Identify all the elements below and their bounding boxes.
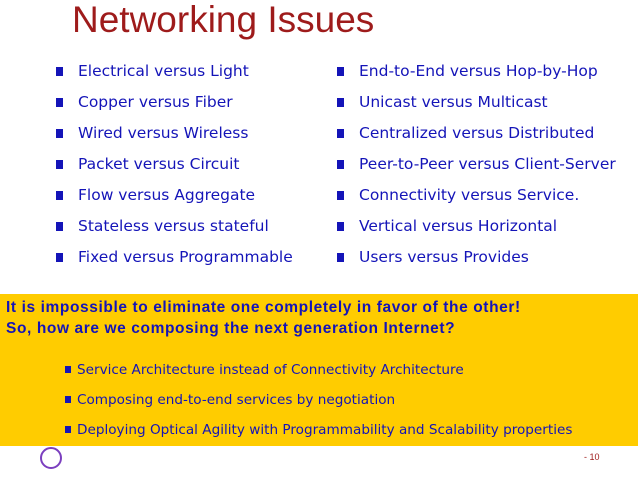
list-item	[65, 392, 572, 408]
circle-icon	[40, 447, 62, 469]
bullet-square-icon	[65, 396, 71, 403]
list-item	[56, 249, 321, 266]
bullet-square-icon	[56, 98, 63, 107]
bullet-text: Packet versus Circuit	[78, 155, 240, 173]
bullet-square-icon	[337, 129, 344, 138]
sub-bullet-text: Service Architecture instead of Connectivity Architecture	[77, 362, 464, 378]
list-item	[337, 94, 637, 111]
bullet-square-icon	[337, 67, 344, 76]
list-item	[56, 94, 321, 111]
callout-line-2: So, how are we composing the next generation Internet?	[6, 320, 456, 337]
list-item	[337, 218, 637, 235]
bullet-text: Centralized versus Distributed	[359, 124, 595, 142]
bullet-text: Fixed versus Programmable	[78, 248, 293, 266]
left-bullet-list	[56, 63, 321, 280]
bullet-text: Wired versus Wireless	[78, 124, 249, 142]
bullet-square-icon	[337, 253, 344, 262]
list-item	[337, 249, 637, 266]
list-item	[337, 187, 637, 204]
bullet-square-icon	[65, 426, 71, 433]
callout-line-1: It is impossible to eliminate one completely in favor of the other!	[6, 299, 521, 316]
list-item	[56, 187, 321, 204]
bullet-square-icon	[56, 160, 63, 169]
list-item	[56, 125, 321, 142]
sub-bullet-list	[65, 362, 572, 452]
bullet-text: Connectivity versus Service.	[359, 186, 580, 204]
bullet-square-icon	[56, 253, 63, 262]
bullet-square-icon	[337, 222, 344, 231]
bullet-square-icon	[337, 98, 344, 107]
list-item	[56, 63, 321, 80]
bullet-text: Flow versus Aggregate	[78, 186, 256, 204]
bullet-square-icon	[56, 129, 63, 138]
list-item	[56, 156, 321, 173]
bullet-text: End-to-End versus Hop-by-Hop	[359, 62, 598, 80]
bullet-text: Stateless versus stateful	[78, 217, 269, 235]
list-item	[337, 63, 637, 80]
bullet-text: Vertical versus Horizontal	[359, 217, 558, 235]
bullet-square-icon	[337, 191, 344, 200]
page-number: - 10	[584, 452, 600, 462]
sub-bullet-text: Composing end-to-end services by negotiation	[77, 392, 396, 408]
bullet-text: Unicast versus Multicast	[359, 93, 548, 111]
bullet-text: Users versus Provides	[359, 248, 529, 266]
bullet-text: Copper versus Fiber	[78, 93, 233, 111]
callout-text	[6, 297, 636, 339]
bullet-square-icon	[337, 160, 344, 169]
highlight-box	[0, 294, 638, 446]
list-item	[56, 218, 321, 235]
list-item	[65, 362, 572, 378]
list-item	[65, 422, 572, 438]
list-item	[337, 125, 637, 142]
bullet-text: Peer-to-Peer versus Client-Server	[359, 155, 616, 173]
bullet-square-icon	[56, 67, 63, 76]
bullet-square-icon	[56, 222, 63, 231]
bullet-text: Electrical versus Light	[78, 62, 249, 80]
bullet-square-icon	[56, 191, 63, 200]
list-item	[337, 156, 624, 173]
right-bullet-list	[337, 63, 637, 280]
sub-bullet-text: Deploying Optical Agility with Programmability and Scalability properties	[77, 422, 573, 438]
slide-title: Networking Issues	[72, 0, 375, 40]
bullet-square-icon	[65, 366, 71, 373]
